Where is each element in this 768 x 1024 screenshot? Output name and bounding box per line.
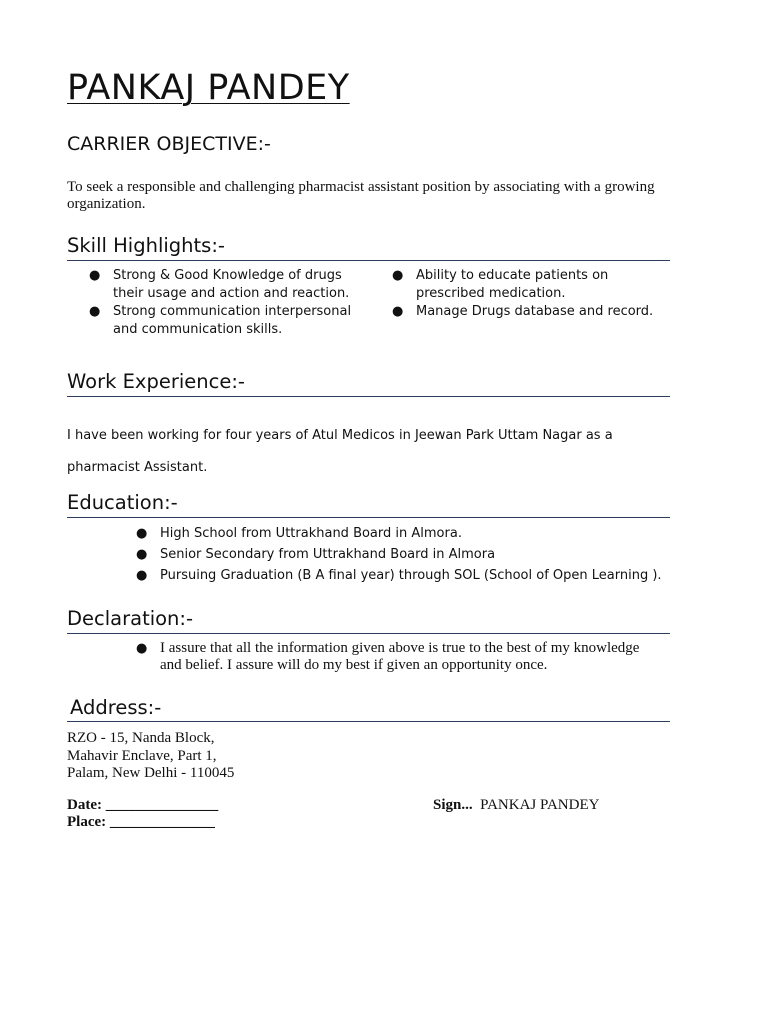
candidate-name: PANKAJ PANDEY	[67, 68, 350, 108]
bullet-icon: ●	[136, 526, 148, 541]
work-heading: Work Experience:-	[67, 370, 245, 393]
skills-list-right	[392, 267, 666, 321]
date-field: Date: _______________	[67, 797, 219, 813]
declaration-divider	[67, 633, 670, 634]
skills-list-left	[89, 267, 363, 339]
address-heading: Address:-	[70, 696, 162, 719]
sign-label: Sign...	[433, 797, 473, 813]
list-item: ● High School from Uttrakhand Board in Almora.	[136, 526, 462, 541]
bullet-icon: ●	[89, 304, 101, 319]
address-block	[67, 730, 234, 783]
bullet-icon: ●	[136, 641, 148, 656]
list-item: ● Strong communication interpersonal and communication skills.	[89, 304, 352, 337]
address-divider	[67, 721, 670, 722]
address-line: Mahavir Enclave, Part 1,	[67, 747, 217, 764]
education-heading: Education:-	[67, 491, 178, 514]
bullet-icon: ●	[136, 547, 148, 562]
bullet-icon: ●	[392, 304, 404, 319]
bullet-icon: ●	[136, 568, 148, 583]
list-item: ● Senior Secondary from Uttrakhand Board in Almora	[136, 547, 496, 562]
skills-heading: Skill Highlights:-	[67, 234, 225, 257]
list-item: ● Pursuing Graduation (B A final year) through SOL (School of Open Learning ).	[136, 568, 662, 583]
bullet-icon: ●	[89, 268, 101, 283]
work-divider	[67, 396, 670, 397]
list-item: ● Ability to educate patients on prescribed medication.	[392, 268, 609, 301]
list-item: ● Strong & Good Knowledge of drugs their usage and action and reaction.	[89, 268, 350, 301]
declaration-list	[136, 640, 660, 674]
work-text: I have been working for four years of Atul Medicos in Jeewan Park Uttam Nagar as a pharmacist Assistant.	[67, 428, 613, 475]
signature-block	[433, 797, 599, 814]
skills-divider	[67, 260, 670, 261]
education-list	[136, 525, 680, 588]
objective-text: To seek a responsible and challenging pharmacist assistant position by associating with a growing organization.	[67, 179, 655, 212]
list-item: ● Manage Drugs database and record.	[392, 304, 654, 319]
education-divider	[67, 517, 670, 518]
objective-heading: CARRIER OBJECTIVE:-	[67, 133, 271, 155]
address-line: RZO - 15, Nanda Block,	[67, 730, 215, 746]
declaration-heading: Declaration:-	[67, 607, 194, 630]
list-item: ● I assure that all the information given above is true to the best of my knowledge and belief. I assure will do my best if given an opportunity once.	[136, 640, 640, 673]
address-line: Palam, New Delhi - 110045	[67, 765, 235, 781]
sign-name: PANKAJ PANDEY	[480, 797, 600, 813]
bullet-icon: ●	[392, 268, 404, 283]
place-field: Place: ______________	[67, 814, 215, 830]
